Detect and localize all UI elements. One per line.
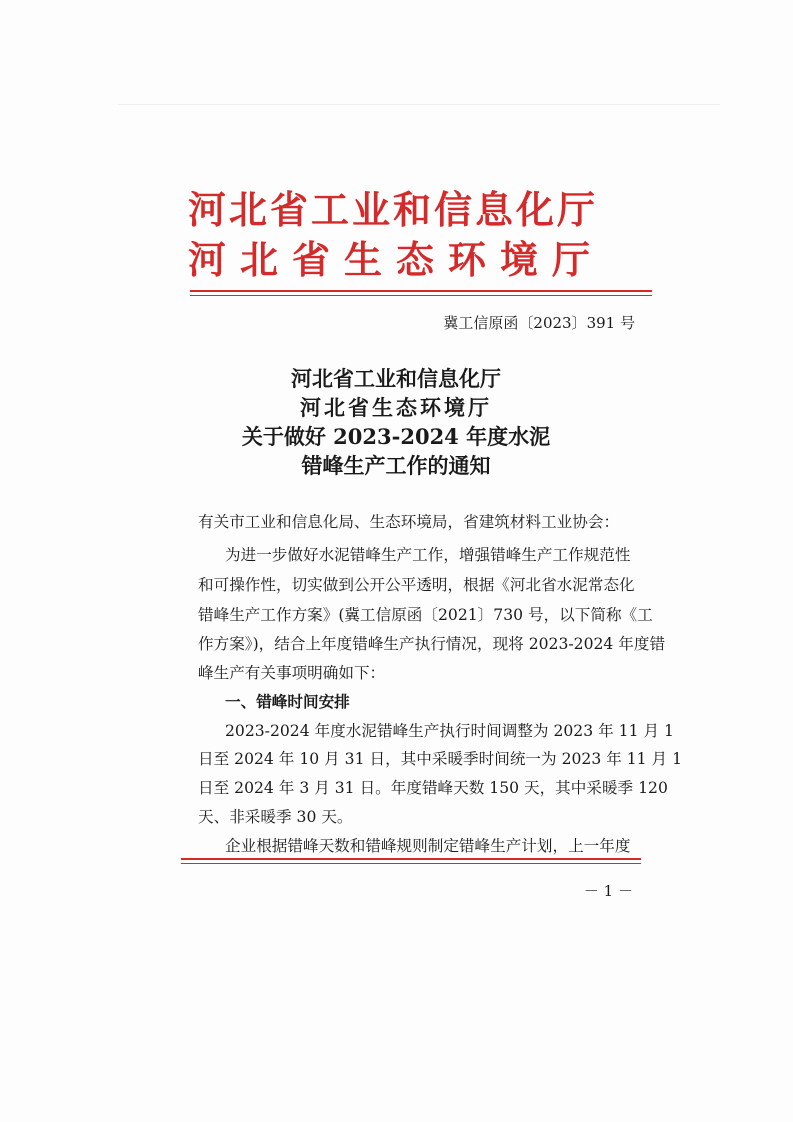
para2-line: 日至 2024 年 10 月 31 日，其中采暖季时间统一为 2023 年 11 月 1 [198, 750, 683, 768]
para1-line: 峰生产有关事项明确如下： [198, 664, 386, 682]
para1-line: 作方案》)，结合上年度错峰生产执行情况，现将 2023-2024 年度错 [198, 635, 666, 653]
red-divider-top [190, 290, 652, 292]
para3-line: 企业根据错峰天数和错峰规则制定错峰生产计划，上一年度 [225, 837, 631, 855]
red-divider-bottom [181, 858, 641, 860]
document-number: 冀工信原函〔2023〕391 号 [443, 314, 635, 332]
red-header-line-1: 河北省工业和信息化厅 [188, 187, 599, 232]
doc-title-line-3: 关于做好 2023-2024 年度水泥 [241, 424, 551, 449]
addressee: 有关市工业和信息化局、生态环境局，省建筑材料工业协会： [198, 513, 620, 531]
para2-line: 日至 2024 年 3 月 31 日。年度错峰天数 150 天，其中采暖季 120 [198, 779, 668, 797]
para1-line: 和可操作性，切实做到公开公平透明，根据《河北省水泥常态化 [198, 576, 635, 594]
para2-line: 2023-2024 年度水泥错峰生产执行时间调整为 2023 年 11 月 1 [225, 722, 674, 740]
section-heading: 一、错峰时间安排 [225, 693, 350, 711]
red-divider-bottom-thin [181, 863, 641, 864]
doc-title-line-1: 河北省工业和信息化厅 [291, 366, 501, 391]
para1-line: 错峰生产工作方案》(冀工信原函〔2021〕730 号，以下简称《工 [198, 606, 653, 624]
page-top-edge [118, 104, 720, 105]
red-divider-top-thin [190, 295, 652, 296]
para2-line: 天、非采暖季 30 天。 [198, 808, 353, 826]
page-number: － 1 － [583, 882, 633, 900]
red-header-line-2: 河北省生态环境厅 [188, 237, 605, 282]
doc-title-line-2: 河北省生态环境厅 [300, 395, 492, 420]
doc-title-line-4: 错峰生产工作的通知 [301, 453, 491, 478]
para1-line: 为进一步做好水泥错峰生产工作，增强错峰生产工作规范性 [225, 546, 631, 564]
